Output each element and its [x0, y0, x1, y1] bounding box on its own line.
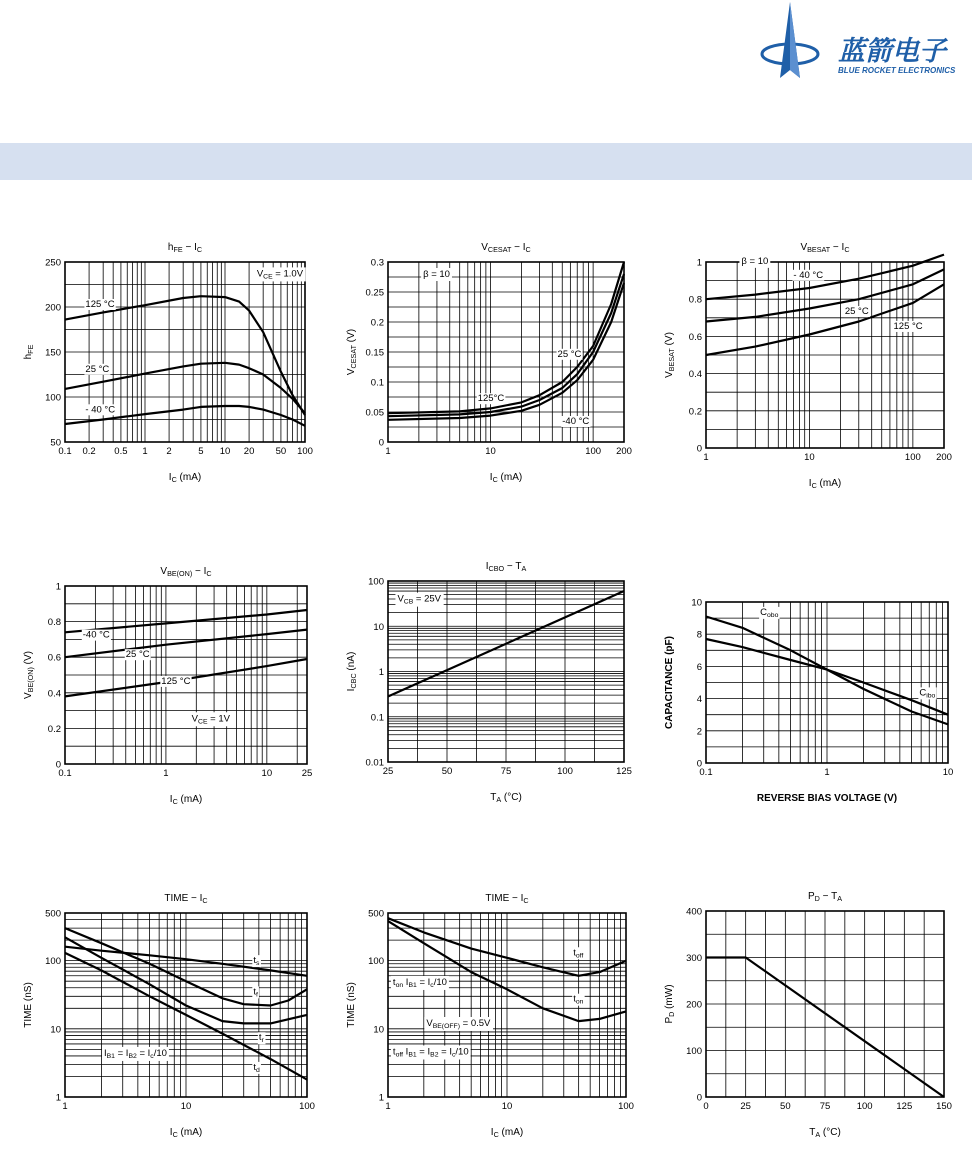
x-axis-label: $I_C$ (mA) [808, 478, 842, 490]
x-tick-label: 1 [824, 767, 830, 778]
chart-vbesat [664, 242, 952, 490]
grid [706, 262, 944, 448]
y-tick-label: 100 [45, 392, 61, 404]
x-tick-label: 100 [557, 766, 573, 777]
x-tick-label: 10 [180, 1101, 192, 1112]
x-tick-label: 100 [618, 1101, 634, 1112]
annotation-label: β = 10 [423, 269, 450, 280]
y-tick-label: 0.1 [370, 712, 384, 724]
y-tick-label: 0.8 [47, 617, 61, 629]
grid [388, 581, 624, 762]
chart-capacitance [664, 598, 953, 805]
y-tick-label: 0.4 [47, 688, 61, 700]
y-tick-label: 1 [55, 581, 61, 593]
x-tick-label: 1 [703, 452, 709, 463]
logo-english-text: BLUE ROCKET ELECTRONICS [838, 66, 956, 75]
annotation-label: 125 °C [85, 299, 115, 310]
annotation-label: - 40 °C [85, 404, 116, 416]
x-tick-label: 75 [500, 766, 512, 777]
x-tick-label: 0 [703, 1101, 709, 1112]
x-tick-label: 1 [163, 768, 169, 779]
y-axis-label: $P_D$ (mW) [664, 984, 676, 1024]
y-tick-label: 10 [373, 621, 384, 633]
x-axis-label: $I_C$ (mA) [168, 472, 202, 484]
chart-title: $V_{BE(ON)} - I_C$ [160, 566, 212, 578]
x-tick-label: 25 [382, 766, 394, 777]
chart-hfe [23, 242, 313, 484]
x-tick-label: 200 [616, 446, 632, 457]
y-tick-label: 0.05 [365, 407, 384, 419]
y-tick-label: 0.6 [47, 652, 61, 664]
x-tick-label: 25 [740, 1101, 751, 1112]
annotation-label: 25 °C [844, 306, 869, 318]
y-tick-label: 500 [45, 908, 61, 920]
annotation-label: $t_{off}$ [573, 947, 584, 960]
y-tick-label: 8 [696, 629, 702, 641]
y-tick-label: 0.1 [370, 377, 384, 389]
y-tick-label: 400 [686, 906, 702, 918]
y-axis-label: TIME (nS) [346, 982, 357, 1028]
chart-title: $I_{CBO} - T_A$ [485, 561, 527, 573]
x-tick-label: 0.1 [58, 446, 72, 457]
x-tick-label: 1 [62, 1101, 68, 1112]
chart-time1 [23, 893, 315, 1139]
y-tick-label: 4 [696, 694, 702, 706]
y-tick-label: 0.2 [47, 723, 61, 735]
y-tick-label: 100 [368, 576, 384, 588]
chart-icbo [346, 561, 632, 804]
x-tick-label: 125 [616, 766, 632, 777]
x-tick-label: 10 [942, 767, 954, 778]
annotation-label: $C_{ibo}$ [919, 687, 936, 700]
x-axis-label: REVERSE BIAS VOLTAGE (V) [756, 793, 898, 804]
y-tick-label: 0.25 [365, 287, 384, 299]
x-tick-label: 75 [819, 1101, 831, 1112]
y-tick-label: 50 [50, 437, 61, 449]
x-tick-label: 10 [219, 446, 231, 457]
x-tick-label: 1 [385, 446, 391, 457]
x-axis-label: $T_A$ (°C) [809, 1127, 841, 1139]
x-tick-label: 20 [243, 446, 255, 457]
x-tick-label: 0.1 [699, 767, 713, 778]
chart-time2 [346, 893, 634, 1139]
annotation-label: β = 10 [741, 255, 769, 267]
x-axis-label: $I_C$ (mA) [169, 794, 203, 806]
x-tick-label: 10 [261, 768, 273, 779]
y-axis-label: $V_{BE(ON)}$ (V) [23, 651, 35, 699]
y-tick-label: 0.2 [688, 406, 702, 418]
annotation-label: $t_f$ [253, 986, 258, 999]
annotation-label: $C_{obo}$ [760, 606, 779, 619]
logo-chinese-text: 蓝箭电子 [838, 36, 946, 66]
annotation-label: $t_r$ [258, 1032, 264, 1045]
y-tick-label: 0.6 [688, 331, 702, 343]
x-tick-label: 1 [385, 1101, 391, 1112]
chart-title: $h_{FE} - I_C$ [167, 242, 203, 254]
annotation-label: $V_{CB} = 25V$ [397, 593, 442, 606]
y-tick-label: 200 [686, 999, 702, 1011]
y-tick-label: 300 [686, 953, 702, 964]
x-tick-label: 100 [904, 452, 921, 463]
x-tick-label: 50 [780, 1101, 791, 1112]
y-tick-label: 100 [686, 1046, 702, 1057]
x-tick-label: 0.5 [114, 446, 128, 457]
annotation-label: 25 °C [125, 649, 150, 661]
x-tick-label: 50 [275, 446, 287, 457]
chart-title: TIME − $I_C$ [485, 893, 529, 905]
y-tick-label: 0.01 [365, 757, 384, 769]
chart-title: $P_D - T_A$ [808, 891, 842, 903]
annotation-label: - 40 °C [793, 269, 824, 281]
annotation-label: $t_d$ [253, 1061, 260, 1074]
annotation-label: $t_s$ [253, 955, 260, 968]
y-tick-label: 0.15 [365, 347, 384, 359]
annotation-label: $V_{CE} = 1V$ [191, 713, 230, 726]
y-tick-label: 1 [55, 1092, 61, 1104]
x-tick-label: 1 [142, 446, 148, 457]
y-tick-label: 200 [45, 302, 61, 314]
x-axis-label: $T_A$ (°C) [490, 792, 522, 804]
y-tick-label: 10 [373, 1024, 384, 1036]
y-tick-label: 10 [691, 597, 702, 609]
annotation-label: $V_{BE(OFF)} = 0.5V$ [426, 1018, 491, 1031]
y-tick-label: 1 [378, 1092, 384, 1104]
annotation-label: $V_{CE} = 1.0V$ [256, 268, 304, 281]
grid [388, 913, 626, 1097]
y-tick-label: 10 [50, 1024, 61, 1036]
chart-title: $V_{BESAT} - I_C$ [800, 242, 850, 254]
x-tick-label: 100 [856, 1101, 873, 1112]
grid [706, 602, 948, 763]
x-axis-label: $I_C$ (mA) [169, 1127, 203, 1139]
y-tick-label: 0 [696, 758, 702, 770]
y-tick-label: 250 [45, 257, 61, 269]
annotation-label: 25 °C [557, 348, 582, 360]
x-tick-label: 125 [896, 1101, 913, 1112]
x-tick-label: 200 [936, 452, 952, 463]
y-tick-label: 1 [696, 257, 702, 269]
chart-vbeon [23, 566, 312, 806]
x-tick-label: 100 [299, 1101, 315, 1112]
y-axis-label: $V_{BESAT}$ (V) [664, 332, 676, 378]
y-axis-label: CAPACITANCE (pF) [664, 636, 675, 729]
x-tick-label: 10 [485, 446, 496, 457]
y-tick-label: 0.8 [688, 294, 702, 306]
annotation-label: $t_{on}$ $I_{B1} = I_c/10$ [392, 976, 447, 989]
x-tick-label: 5 [198, 446, 204, 457]
y-tick-label: 150 [45, 347, 61, 359]
chart-vcesat [346, 242, 632, 484]
annotation-label: -40 °C [82, 629, 110, 641]
annotation-label: $t_{off}$ $I_{B1} = I_{B2} = I_c/10$ [392, 1046, 469, 1059]
x-tick-label: 100 [297, 446, 313, 457]
y-axis-label: $I_{CBC}$ (nA) [346, 651, 358, 692]
y-tick-label: 0.4 [688, 369, 702, 381]
x-tick-label: 10 [501, 1101, 513, 1112]
chart-title: $V_{CESAT} - I_C$ [481, 242, 531, 254]
x-tick-label: 0.1 [58, 768, 72, 779]
x-tick-label: 150 [936, 1101, 952, 1112]
grid [706, 911, 944, 1097]
annotation-label: $I_{B1} = I_{B2} = I_c/10$ [103, 1047, 167, 1060]
chart-pd [664, 891, 952, 1139]
annotation-label: 125°C [477, 393, 505, 405]
x-axis-label: $I_C$ (mA) [489, 472, 523, 484]
annotation-label: 125 °C [161, 675, 191, 687]
y-tick-label: 100 [368, 956, 384, 968]
y-axis-label: $V_{CESAT}$ (V) [346, 328, 358, 376]
y-tick-label: 0 [696, 1092, 702, 1104]
y-tick-label: 2 [696, 726, 702, 738]
annotation-label: 125 °C [893, 320, 923, 332]
y-tick-label: 0.3 [370, 257, 384, 269]
annotation-label: $t_{on}$ [573, 993, 584, 1006]
x-tick-label: 25 [301, 768, 313, 779]
annotation-label: 25 °C [85, 363, 110, 375]
y-axis-label: TIME (nS) [23, 982, 34, 1028]
y-tick-label: 0 [378, 437, 384, 449]
y-tick-label: 0 [55, 759, 61, 771]
y-tick-label: 1 [378, 667, 384, 678]
x-tick-label: 2 [166, 446, 172, 457]
y-axis-label: $h_{FE}$ [23, 344, 35, 360]
y-tick-label: 500 [368, 908, 384, 920]
y-tick-label: 100 [45, 956, 61, 968]
chart-title: TIME − $I_C$ [164, 893, 208, 905]
x-tick-label: 50 [441, 766, 453, 777]
x-tick-label: 10 [804, 452, 815, 463]
y-tick-label: 0.2 [370, 317, 384, 329]
x-tick-label: 0.2 [82, 446, 96, 457]
y-tick-label: 0 [696, 443, 702, 455]
annotation-label: -40 °C [562, 416, 590, 427]
x-axis-label: $I_C$ (mA) [490, 1127, 524, 1139]
x-tick-label: 100 [585, 446, 602, 457]
y-tick-label: 6 [696, 661, 702, 673]
